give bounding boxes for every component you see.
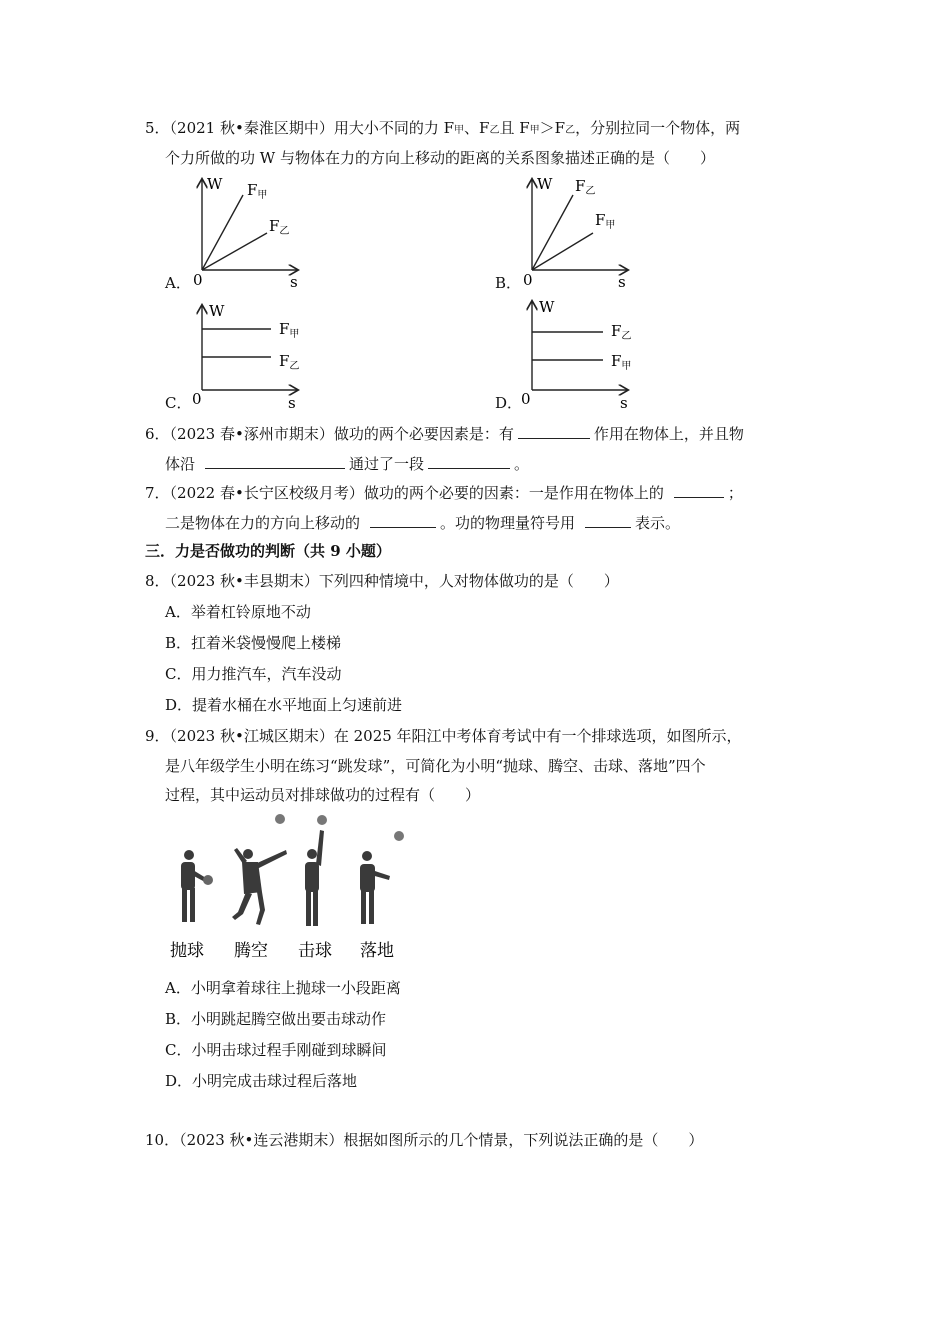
question-source: （2023 秋•丰县期末） — [169, 572, 319, 590]
section-title: 三．力是否做功的判断（共 9 小题） — [145, 542, 391, 560]
line-label-bottom: $F_乙$ — [279, 352, 300, 372]
line-label-top: $F_乙$ — [611, 322, 632, 342]
question-source: （2023 秋•连云港期末） — [179, 1131, 344, 1149]
q9-option-d[interactable]: D．小明完成击球过程后落地 — [165, 1072, 358, 1090]
q10-line1 — [145, 1130, 703, 1150]
question-number: 5． — [145, 119, 170, 137]
q7-line2 — [165, 512, 680, 533]
answer-blank[interactable] — [205, 453, 345, 469]
q8-text: 下列四种情境中，人对物体做功的是（ ） — [318, 572, 619, 590]
figure-label-hit: 击球 — [298, 941, 332, 961]
question-number: 8． — [145, 572, 170, 590]
option-c-graph[interactable] — [185, 300, 315, 410]
line-label-bottom: $F_乙$ — [269, 217, 290, 237]
q7-text: 。功的物理量符号用 — [440, 514, 576, 532]
q9-option-b[interactable]: B．小明跳起腾空做出要击球动作 — [165, 1010, 387, 1028]
option-d-label[interactable]: D． — [495, 394, 523, 412]
subscript: 乙 — [489, 125, 500, 136]
q8-line1 — [145, 571, 619, 591]
line-label-bottom: $F_甲$ — [611, 352, 632, 372]
axis-w-label: W — [537, 175, 553, 193]
q6-text: 体沿 — [165, 455, 196, 473]
axis-w-label: W — [207, 175, 223, 193]
q9-line3: 过程，其中运动员对排球做功的过程有（ ） — [165, 786, 481, 804]
origin-label: 0 — [193, 271, 203, 289]
q8-option-d[interactable]: D．提着水桶在水平地面上匀速前进 — [165, 696, 403, 714]
q5-line1 — [145, 118, 740, 141]
q6-text: 。 — [514, 455, 530, 473]
origin-label: 0 — [192, 390, 202, 408]
axis-s-label: s — [288, 394, 296, 410]
q9-text: 在 2025 年阳江中考体育考试中有一个排球选项，如图所示， — [333, 727, 742, 745]
q6-line1 — [145, 423, 744, 444]
answer-blank[interactable] — [674, 482, 724, 498]
q8-option-a[interactable]: A．举着杠铃原地不动 — [165, 603, 311, 621]
question-source: （2021 秋•秦淮区期中） — [169, 119, 334, 137]
axis-s-label: s — [290, 273, 298, 290]
q6-text: 做功的两个必要因素是：有 — [333, 425, 514, 443]
option-c-label[interactable]: C． — [165, 394, 192, 412]
origin-label: 0 — [521, 390, 531, 408]
answer-blank[interactable] — [428, 453, 510, 469]
q5-text: ＞F — [539, 119, 566, 137]
subscript: 甲 — [529, 125, 540, 136]
subscript: 乙 — [565, 125, 576, 136]
question-source: （2023 秋•江城区期末） — [169, 727, 334, 745]
option-d-graph[interactable] — [515, 298, 645, 410]
line-label-top: $F_甲$ — [247, 181, 268, 201]
question-source: （2022 春•长宁区校级月考） — [169, 484, 364, 502]
q9-option-c[interactable]: C．小明击球过程手刚碰到球瞬间 — [165, 1041, 387, 1059]
player-hit-figure — [305, 815, 327, 926]
q6-line2 — [165, 453, 529, 474]
q6-text: 作用在物体上，并且物 — [593, 425, 744, 443]
answer-blank[interactable] — [585, 512, 631, 528]
q5-line2: 个力所做的功 W 与物体在力的方向上移动的距离的关系图象描述正确的是（ ） — [165, 149, 715, 167]
axis-w-label: W — [209, 302, 225, 320]
origin-label: 0 — [523, 271, 533, 289]
option-a-label[interactable]: A． — [165, 274, 191, 292]
q5-text: 且 F — [499, 119, 530, 137]
q5-text: 、F — [464, 119, 490, 137]
figure-label-jump: 腾空 — [234, 941, 268, 961]
player-jump-figure — [232, 814, 287, 925]
question-source: （2023 春•涿州市期末） — [169, 425, 334, 443]
axis-s-label: s — [618, 273, 626, 290]
q7-text: ； — [727, 484, 743, 502]
player-toss-figure — [181, 850, 213, 922]
option-b-graph[interactable] — [515, 175, 645, 290]
q10-text: 根据如图所示的几个情景，下列说法正确的是（ ） — [343, 1131, 704, 1149]
q7-text: 做功的两个必要的因素：一是作用在物体上的 — [363, 484, 664, 502]
question-number: 9． — [145, 727, 170, 745]
q8-option-c[interactable]: C．用力推汽车，汽车没动 — [165, 665, 342, 683]
question-number: 10． — [145, 1131, 180, 1149]
q7-line1 — [145, 482, 743, 503]
figure-label-land: 落地 — [360, 941, 394, 961]
line-label-top: $F_乙$ — [575, 177, 596, 197]
q5-text: 用大小不同的力 F — [333, 119, 455, 137]
q9-option-a[interactable]: A．小明拿着球往上抛球一小段距离 — [165, 979, 401, 997]
question-number: 7． — [145, 484, 170, 502]
question-number: 6． — [145, 425, 170, 443]
line-label-top: $F_甲$ — [279, 320, 300, 340]
axis-w-label: W — [539, 298, 555, 316]
q9-line2: 是八年级学生小明在练习“跳发球”，可简化为小明“抛球、腾空、击球、落地”四个 — [165, 757, 706, 775]
q9-line1 — [145, 726, 742, 746]
q8-option-b[interactable]: B．扛着米袋慢慢爬上楼梯 — [165, 634, 342, 652]
subscript: 甲 — [454, 125, 465, 136]
q7-text: 表示。 — [635, 514, 681, 532]
q6-text: 通过了一段 — [349, 455, 425, 473]
answer-blank[interactable] — [518, 423, 590, 439]
line-f-jia — [532, 233, 593, 270]
figure-label-toss: 抛球 — [170, 941, 204, 961]
answer-blank[interactable] — [370, 512, 436, 528]
option-a-graph[interactable] — [185, 175, 315, 290]
player-land-figure — [360, 831, 404, 924]
volleyball-serve-figure — [162, 812, 422, 972]
q7-text: 二是物体在力的方向上移动的 — [165, 514, 361, 532]
axis-s-label: s — [620, 394, 628, 410]
line-label-bottom: $F_甲$ — [595, 211, 616, 231]
line-f-yi — [532, 195, 573, 270]
q5-text: ，分别拉同一个物体，两 — [575, 119, 741, 137]
option-b-label[interactable]: B． — [495, 274, 522, 292]
